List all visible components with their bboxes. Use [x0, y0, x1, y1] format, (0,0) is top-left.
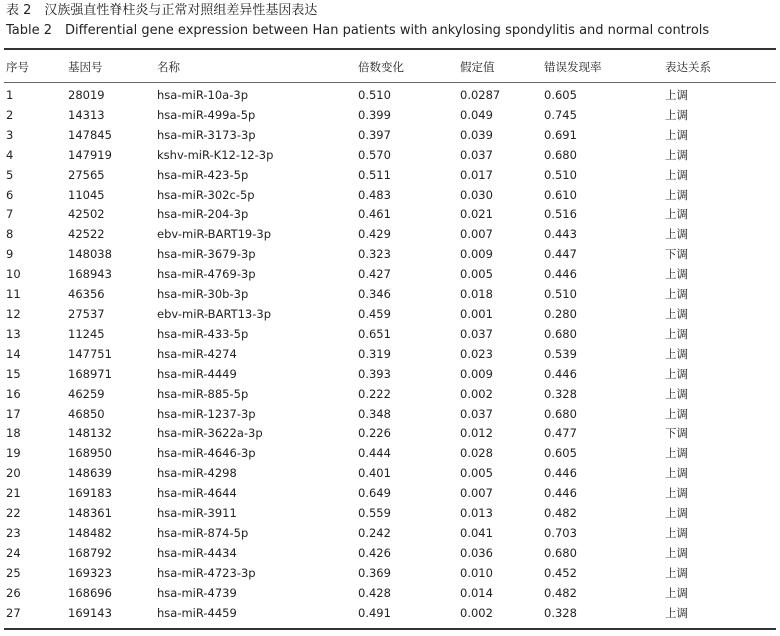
- cell-index: 22: [6, 506, 21, 521]
- header-regulation: 表达关系: [665, 60, 711, 74]
- table-row: [0, 285, 780, 305]
- table-row: [0, 325, 780, 345]
- cell-regulation: 上调: [665, 147, 688, 162]
- cell-fdr: 0.482: [544, 585, 577, 600]
- table-row: [0, 405, 780, 425]
- cell-name: hsa-miR-10a-3p: [157, 88, 248, 102]
- cell-gene-id: 169323: [68, 565, 112, 580]
- cell-gene-id: 42502: [68, 207, 105, 222]
- cell-fdr: 0.328: [544, 386, 577, 401]
- cell-index: 13: [6, 326, 21, 341]
- table-row: [0, 166, 780, 186]
- cell-index: 20: [6, 466, 21, 481]
- cell-fdr: 0.745: [544, 107, 577, 122]
- cell-gene-id: 147845: [68, 127, 112, 142]
- cell-index: 7: [6, 207, 14, 222]
- cell-fold-change: 0.510: [358, 88, 391, 102]
- cell-fold-change: 0.429: [358, 227, 391, 242]
- cell-p-value: 0.005: [460, 466, 493, 481]
- cell-p-value: 0.049: [460, 107, 493, 122]
- cell-name: hsa-miR-3911: [157, 506, 237, 521]
- table-row: [0, 186, 780, 206]
- cell-index: 14: [6, 346, 21, 361]
- cell-regulation: 上调: [665, 127, 688, 142]
- cell-index: 6: [6, 187, 14, 202]
- cell-gene-id: 148038: [68, 247, 112, 262]
- cell-gene-id: 169143: [68, 605, 112, 620]
- cell-regulation: 上调: [665, 346, 688, 361]
- cell-p-value: 0.010: [460, 565, 493, 580]
- cell-index: 21: [6, 486, 21, 501]
- cell-p-value: 0.012: [460, 426, 493, 441]
- table-row: [0, 225, 780, 245]
- cell-p-value: 0.018: [460, 287, 493, 302]
- cell-gene-id: 27537: [68, 306, 105, 321]
- cell-fdr: 0.680: [544, 326, 577, 341]
- cell-fold-change: 0.491: [358, 605, 391, 620]
- table-bottom-rule: [4, 628, 776, 630]
- cell-fold-change: 0.483: [358, 187, 391, 202]
- cell-p-value: 0.007: [460, 227, 493, 242]
- cell-fold-change: 0.226: [358, 426, 391, 441]
- cell-name: hsa-miR-3622a-3p: [157, 426, 263, 441]
- cell-index: 8: [6, 227, 14, 242]
- cell-fdr: 0.446: [544, 466, 577, 481]
- header-p-value: 假定值: [460, 60, 495, 74]
- cell-name: hsa-miR-1237-3p: [157, 406, 256, 421]
- cell-index: 2: [6, 107, 14, 122]
- cell-fold-change: 0.323: [358, 247, 391, 262]
- cell-p-value: 0.013: [460, 506, 493, 521]
- cell-index: 5: [6, 167, 14, 182]
- cell-gene-id: 11045: [68, 187, 105, 202]
- cell-fold-change: 0.393: [358, 366, 391, 381]
- cell-fold-change: 0.346: [358, 287, 391, 302]
- cell-fdr: 0.510: [544, 167, 577, 182]
- cell-gene-id: 148132: [68, 426, 112, 441]
- cell-fdr: 0.446: [544, 486, 577, 501]
- cell-fold-change: 0.570: [358, 147, 391, 162]
- cell-name: hsa-miR-30b-3p: [157, 287, 249, 302]
- cell-p-value: 0.037: [460, 326, 493, 341]
- cell-regulation: 上调: [665, 565, 688, 580]
- table-row: [0, 544, 780, 564]
- cell-name: hsa-miR-4298: [157, 466, 237, 481]
- cell-fold-change: 0.242: [358, 525, 391, 540]
- cell-gene-id: 147919: [68, 147, 112, 162]
- cell-fold-change: 0.559: [358, 506, 391, 521]
- cell-index: 15: [6, 366, 21, 381]
- cell-fdr: 0.477: [544, 426, 577, 441]
- cell-name: hsa-miR-433-5p: [157, 326, 249, 341]
- cell-name: hsa-miR-3679-3p: [157, 247, 256, 262]
- cell-p-value: 0.0287: [460, 88, 501, 102]
- cell-index: 10: [6, 267, 21, 282]
- cell-fold-change: 0.399: [358, 107, 391, 122]
- cell-fdr: 0.510: [544, 287, 577, 302]
- cell-gene-id: 148639: [68, 466, 112, 481]
- cell-index: 16: [6, 386, 21, 401]
- cell-regulation: 上调: [665, 326, 688, 341]
- cell-fdr: 0.443: [544, 227, 577, 242]
- header-fold-change: 倍数变化: [358, 60, 404, 74]
- cell-fdr: 0.680: [544, 406, 577, 421]
- cell-fold-change: 0.427: [358, 267, 391, 282]
- cell-p-value: 0.002: [460, 386, 493, 401]
- cell-name: hsa-miR-3173-3p: [157, 127, 256, 142]
- table-row: [0, 245, 780, 265]
- cell-fdr: 0.680: [544, 147, 577, 162]
- cell-name: hsa-miR-4739: [157, 585, 237, 600]
- table-row: [0, 86, 780, 106]
- cell-fold-change: 0.348: [358, 406, 391, 421]
- cell-fdr: 0.691: [544, 127, 577, 142]
- cell-name: hsa-miR-4274: [157, 346, 237, 361]
- table-row: [0, 385, 780, 405]
- cell-regulation: 上调: [665, 267, 688, 282]
- cell-name: hsa-miR-499a-5p: [157, 107, 256, 122]
- table-caption-chinese: 表 2 汉族强直性脊柱炎与正常对照组差异性基因表达: [6, 3, 318, 18]
- cell-index: 1: [6, 88, 14, 102]
- cell-index: 24: [6, 545, 21, 560]
- cell-gene-id: 46850: [68, 406, 105, 421]
- cell-regulation: 上调: [665, 227, 688, 242]
- cell-regulation: 上调: [665, 386, 688, 401]
- cell-fdr: 0.605: [544, 88, 577, 102]
- cell-fold-change: 0.459: [358, 306, 391, 321]
- cell-fdr: 0.446: [544, 366, 577, 381]
- cell-name: kshv-miR-K12-12-3p: [157, 147, 274, 162]
- table-row: [0, 126, 780, 146]
- cell-name: hsa-miR-874-5p: [157, 525, 249, 540]
- cell-name: hsa-miR-4644: [157, 486, 237, 501]
- cell-p-value: 0.017: [460, 167, 493, 182]
- cell-gene-id: 46356: [68, 287, 105, 302]
- cell-name: ebv-miR-BART19-3p: [157, 227, 272, 242]
- cell-index: 4: [6, 147, 14, 162]
- cell-name: hsa-miR-423-5p: [157, 167, 249, 182]
- cell-regulation: 上调: [665, 446, 688, 461]
- header-name: 名称: [157, 60, 180, 74]
- cell-regulation: 上调: [665, 187, 688, 202]
- table-row: [0, 305, 780, 325]
- cell-index: 17: [6, 406, 21, 421]
- cell-name: hsa-miR-4449: [157, 366, 237, 381]
- table-caption-english: Table 2 Differential gene expression between Han patients with ankylosing spondylitis and normal controls: [6, 23, 710, 38]
- cell-p-value: 0.001: [460, 306, 493, 321]
- header-index: 序号: [6, 60, 29, 74]
- cell-fold-change: 0.397: [358, 127, 391, 142]
- cell-regulation: 上调: [665, 486, 688, 501]
- cell-regulation: 上调: [665, 88, 688, 102]
- cell-gene-id: 27565: [68, 167, 105, 182]
- cell-gene-id: 169183: [68, 486, 112, 501]
- table-row: [0, 604, 780, 624]
- cell-name: hsa-miR-4434: [157, 545, 237, 560]
- cell-gene-id: 11245: [68, 326, 105, 341]
- cell-fold-change: 0.426: [358, 545, 391, 560]
- cell-index: 18: [6, 426, 21, 441]
- cell-p-value: 0.039: [460, 127, 493, 142]
- cell-regulation: 上调: [665, 167, 688, 182]
- cell-index: 12: [6, 306, 21, 321]
- cell-gene-id: 168971: [68, 366, 112, 381]
- cell-regulation: 上调: [665, 545, 688, 560]
- cell-fold-change: 0.444: [358, 446, 391, 461]
- cell-regulation: 上调: [665, 207, 688, 222]
- cell-index: 23: [6, 525, 21, 540]
- table-row: [0, 106, 780, 126]
- cell-name: hsa-miR-4459: [157, 605, 237, 620]
- cell-p-value: 0.030: [460, 187, 493, 202]
- cell-fold-change: 0.649: [358, 486, 391, 501]
- cell-name: ebv-miR-BART13-3p: [157, 306, 272, 321]
- cell-p-value: 0.028: [460, 446, 493, 461]
- cell-name: hsa-miR-885-5p: [157, 386, 249, 401]
- cell-regulation: 上调: [665, 525, 688, 540]
- cell-index: 11: [6, 287, 21, 302]
- cell-name: hsa-miR-302c-5p: [157, 187, 255, 202]
- cell-index: 26: [6, 585, 21, 600]
- cell-fdr: 0.605: [544, 446, 577, 461]
- cell-fdr: 0.482: [544, 506, 577, 521]
- cell-p-value: 0.002: [460, 605, 493, 620]
- cell-fold-change: 0.222: [358, 386, 391, 401]
- cell-index: 9: [6, 247, 14, 262]
- cell-gene-id: 14313: [68, 107, 105, 122]
- table-row: [0, 345, 780, 365]
- cell-p-value: 0.041: [460, 525, 493, 540]
- cell-p-value: 0.023: [460, 346, 493, 361]
- cell-gene-id: 168792: [68, 545, 112, 560]
- table-row: [0, 205, 780, 225]
- cell-p-value: 0.037: [460, 406, 493, 421]
- cell-fdr: 0.280: [544, 306, 577, 321]
- table-row: [0, 146, 780, 166]
- cell-fdr: 0.539: [544, 346, 577, 361]
- cell-fdr: 0.610: [544, 187, 577, 202]
- header-fdr: 错误发现率: [544, 60, 602, 74]
- cell-gene-id: 168696: [68, 585, 112, 600]
- cell-regulation: 上调: [665, 585, 688, 600]
- cell-name: hsa-miR-4723-3p: [157, 565, 256, 580]
- cell-regulation: 上调: [665, 506, 688, 521]
- table-row: [0, 365, 780, 385]
- cell-regulation: 上调: [665, 366, 688, 381]
- cell-fdr: 0.328: [544, 605, 577, 620]
- cell-gene-id: 148361: [68, 506, 112, 521]
- cell-fdr: 0.447: [544, 247, 577, 262]
- header-gene-id: 基因号: [68, 60, 103, 74]
- cell-regulation: 上调: [665, 107, 688, 122]
- table-top-rule: [4, 48, 776, 50]
- cell-fdr: 0.680: [544, 545, 577, 560]
- cell-gene-id: 148482: [68, 525, 112, 540]
- cell-fold-change: 0.511: [358, 167, 391, 182]
- cell-gene-id: 46259: [68, 386, 105, 401]
- cell-fdr: 0.446: [544, 267, 577, 282]
- cell-regulation: 上调: [665, 287, 688, 302]
- cell-name: hsa-miR-4769-3p: [157, 267, 256, 282]
- cell-regulation: 上调: [665, 466, 688, 481]
- cell-regulation: 下调: [665, 426, 688, 441]
- table-row: [0, 504, 780, 524]
- cell-gene-id: 168950: [68, 446, 112, 461]
- table-header-row: [0, 55, 780, 86]
- cell-gene-id: 168943: [68, 267, 112, 282]
- cell-fold-change: 0.461: [358, 207, 391, 222]
- cell-p-value: 0.036: [460, 545, 493, 560]
- cell-p-value: 0.005: [460, 267, 493, 282]
- cell-regulation: 上调: [665, 605, 688, 620]
- cell-index: 19: [6, 446, 21, 461]
- table-row: [0, 444, 780, 464]
- cell-regulation: 上调: [665, 406, 688, 421]
- cell-name: hsa-miR-4646-3p: [157, 446, 256, 461]
- cell-p-value: 0.014: [460, 585, 493, 600]
- gene-expression-table: [0, 55, 780, 623]
- cell-gene-id: 147751: [68, 346, 112, 361]
- cell-fold-change: 0.319: [358, 346, 391, 361]
- cell-regulation: 下调: [665, 247, 688, 262]
- cell-p-value: 0.007: [460, 486, 493, 501]
- cell-fdr: 0.452: [544, 565, 577, 580]
- cell-p-value: 0.009: [460, 247, 493, 262]
- table-row: [0, 584, 780, 604]
- cell-index: 25: [6, 565, 21, 580]
- cell-fdr: 0.516: [544, 207, 577, 222]
- table-row: [0, 564, 780, 584]
- table-row: [0, 524, 780, 544]
- cell-fdr: 0.703: [544, 525, 577, 540]
- cell-p-value: 0.021: [460, 207, 493, 222]
- cell-fold-change: 0.651: [358, 326, 391, 341]
- cell-index: 27: [6, 605, 21, 620]
- table-row: [0, 265, 780, 285]
- cell-gene-id: 28019: [68, 88, 105, 102]
- table-body: [0, 86, 780, 623]
- cell-name: hsa-miR-204-3p: [157, 207, 249, 222]
- cell-index: 3: [6, 127, 14, 142]
- cell-fold-change: 0.428: [358, 585, 391, 600]
- table-row: [0, 464, 780, 484]
- table-row: [0, 484, 780, 504]
- cell-p-value: 0.037: [460, 147, 493, 162]
- cell-regulation: 上调: [665, 306, 688, 321]
- cell-gene-id: 42522: [68, 227, 105, 242]
- table-row: [0, 424, 780, 444]
- cell-fold-change: 0.369: [358, 565, 391, 580]
- cell-fold-change: 0.401: [358, 466, 391, 481]
- cell-p-value: 0.009: [460, 366, 493, 381]
